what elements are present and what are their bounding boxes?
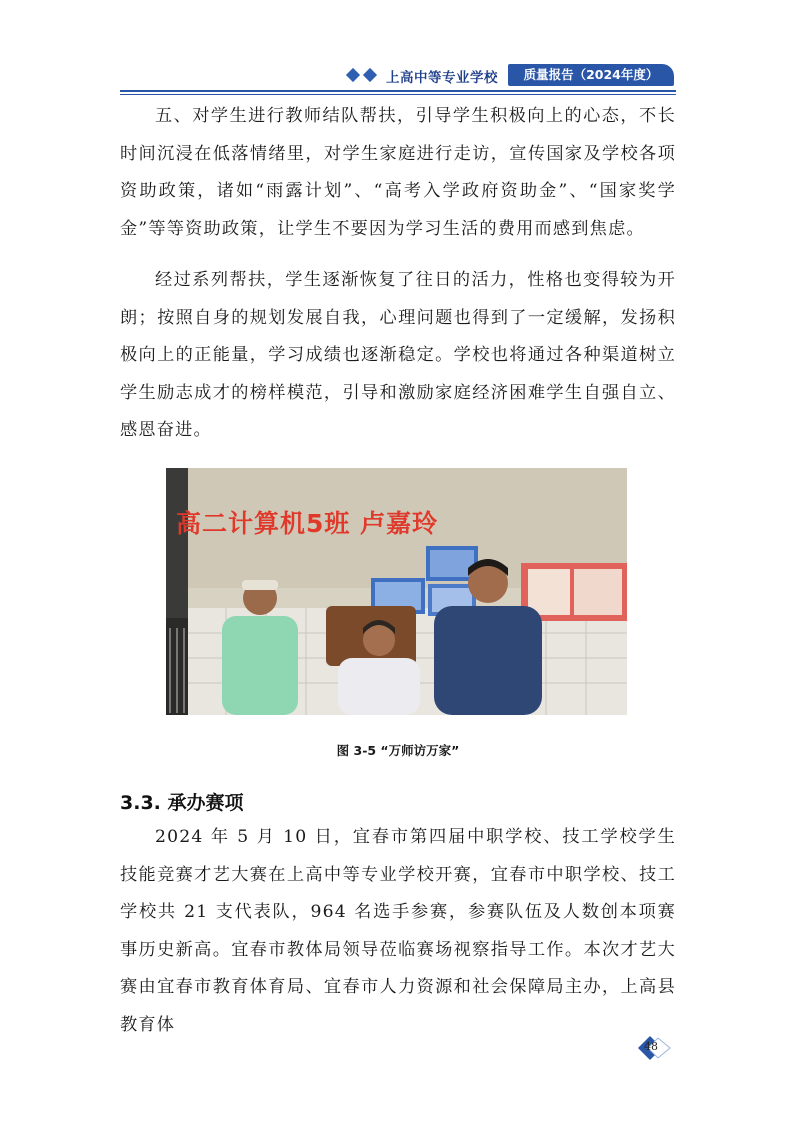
paragraph-support-measures: 五、对学生进行教师结队帮扶，引导学生积极向上的心态，不长时间沉浸在低落情绪里，对学生家庭进行走访，宣传国家及学校各项资助政策，诸如“雨露计划”、“高考入学政府资助金”、“国家奖学金”等等资助政策，让学生不要因为学习生活的费用而感到焦虑。 — [120, 106, 676, 239]
paragraph-support-results: 经过系列帮扶，学生逐渐恢复了往日的活力，性格也变得较为开朗；按照自身的规划发展自我，心理问题也得到了一定缓解，发扬积极向上的正能量，学习成绩也逐渐稳定。学校也将通过各种渠道树立学生励志成才的榜样模范，引导和激励家庭经济困难学生自强自立、感恩奋进。 — [120, 270, 676, 441]
header-rule-thin — [120, 94, 676, 95]
page-header — [120, 64, 676, 92]
home-visit-photo — [166, 468, 627, 715]
paragraph-competition: 2024 年 5 月 10 日，宜春市第四届中职学校、技工学校学生技能竞赛才艺大赛在上高中等专业学校开赛，宜春市中职学校、技工学校共 21 支代表队，964 名选手参赛，参赛队伍及人数创本项赛事历史新高。宜春市教体局领导莅临赛场视察指导工作。本次才艺大赛由宜春市教育体育局、宜春市人力资源和社会保障局主办，上高县教育体 — [120, 827, 676, 1035]
header-diamond-icon — [363, 68, 377, 82]
header-diamond-icon — [346, 68, 360, 82]
section-heading: 3.3. 承办赛项 — [120, 792, 244, 814]
header-report-tag: 质量报告（2024年度） — [508, 64, 674, 86]
photo-overlay-label: 高二计算机5班 卢嘉玲 — [176, 509, 439, 538]
figure-caption: 图 3-5 “万师访万家” — [336, 743, 460, 758]
header-school-name: 上高中等专业学校 — [386, 70, 498, 86]
header-rule — [120, 90, 676, 92]
page-number: 48 — [644, 1040, 658, 1053]
